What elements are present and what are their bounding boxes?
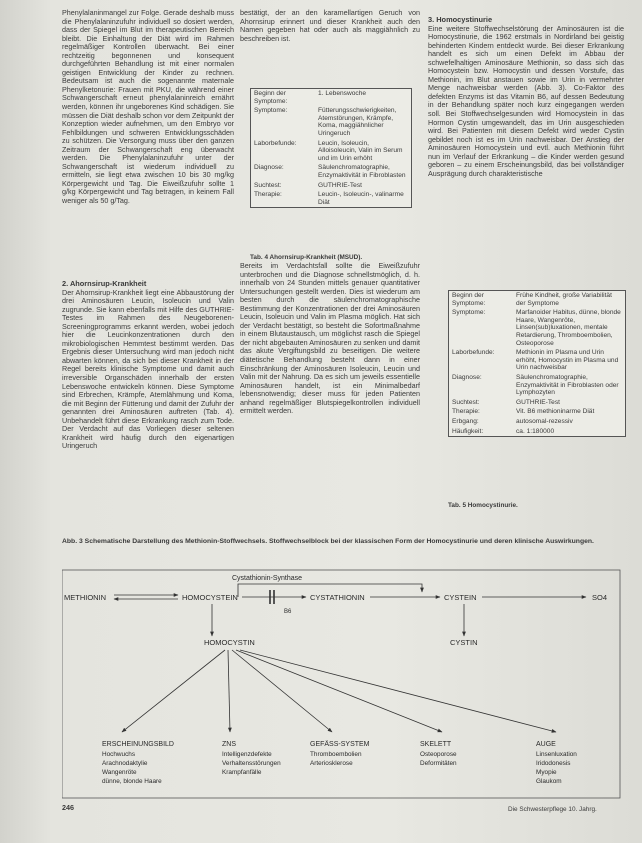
row-key: Symptome: (452, 309, 486, 317)
row-value: Säulenchromatographie, Enzymaktivität in Fibroblasten (318, 164, 406, 179)
row-key: Erbgang: (452, 417, 479, 425)
table-row (251, 190, 411, 207)
table-row (449, 407, 625, 417)
body-text: Der Ahornsirup-Krankheit liegt eine Abbaustörung der drei Aminosäuren Leucin, Isoleucin und Valin zugrunde. Sie kann ebenfalls mit Hilfe des GUTHRIE-Testes im Rahmen des Neugeborenen-Screeningprogramms erkannt werden, wobei jedoch hier die Leucinkonzentrationen durch den mikrobiologischen Hemmtest bestimmt werden. Das Ergebnis dieser Untersuchung wird man jedoch nicht abwarten können, da sich bei dieser Krankheit in der Regel bereits klinische Symptome und damit auch irreversible Organschäden innerhalb der ersten Lebenswoche entwickeln können. Diese Symptome sind Erbrechen, Krämpfe, Atemlähmung und Koma, die mit Beginn der Fütterung und damit der Zufuhr der genannten drei Aminosäuren auftreten (Tab. 4). Unbehandelt führt diese Erkrankung rasch zum Tode. Der Verdacht auf das Vorliegen dieser seltenen Krankheit wird häufig durch den eigenartigen Uringeruch (62, 287, 234, 451)
table-row (251, 139, 411, 164)
target-item: Deformitäten (420, 760, 457, 767)
table-5 (448, 290, 626, 437)
target-item: Myopie (536, 769, 557, 776)
row-key: Laborbefunde: (254, 139, 297, 147)
table-row (449, 427, 625, 437)
node-cystathionin: CYSTATHIONIN (310, 593, 365, 602)
row-value: Marfanoider Habitus, dünne, blonde Haare, Wangenröte, Linsen(sub)luxationen, mentale Retardierung, Thromboembolien, Osteoporose (516, 309, 621, 347)
table-4-grid (251, 89, 411, 207)
body-text: Bereits im Verdachtsfall sollte die Eiweißzufuhr unterbrochen und die Diagnose schnellstmöglich, d. h. innerhalb von 24 Stunden mittels genauer quantitativer Untersuchungen gestellt werden. Dies ist wiederum am besten durch die säulenchromatographische Bestimmung der Konzentrationen der drei Aminosäuren Leucin, Isoleucin und Valin im Plasma möglich. Hat sich der Verdacht bestätigt, so besteht die Sofortmaßnahme in einem Blutaustausch, um möglichst rasch die Spiegel der nicht abgebauten Aminosäuren zu senken und damit das akute Vergiftungsbild zu beseitigen. Die weitere diätetische Behandlung besteht dann in einer Einschränkung der Aminosäuren Isoleucin, Leucin und Valin mit der Nahrung. Da es sich um jeweils essentielle Aminosäuren handelt, ist ein Minimalbedarf lebensnotwendig; dieser muss für jeden Patienten anhand regelmäßiger Blutspiegelkontrollen individuell ermittelt werden. (240, 261, 420, 416)
row-value: Fütterungsschwierigkeiten, Atemstörungen, Krämpfe, Koma, maggiähnlicher Uringeruch (318, 107, 397, 137)
table-row (449, 291, 625, 308)
target-item: Osteoporose (420, 751, 457, 758)
table-row (449, 308, 625, 348)
row-value: Säulenchromatographie, Enzymaktivität in Fibroblasten oder Lymphozyten (516, 373, 619, 397)
table-row (251, 89, 411, 106)
column-2-bottom (240, 262, 420, 416)
table-row (449, 373, 625, 398)
body-text: Phenylalaninmangel zur Folge. Gerade deshalb muss die Phenylalaninzufuhr individuell so dosiert werden, dass der Spiegel im Blut im therapeutischen Bereich bleibt. Die Einhaltung der Diät wird im Rahmen regelmäßiger Kontrollen überwacht. Bei einer rechtzeitig begonnenen und konsequent durchgeführten Behandlung ist mit einer normalen geistigen Entwicklung der Kinder zu rechnen. Bedeutsam ist auch die sogenannte maternale Phenylketonurie: Frauen mit PKU, die während einer Schwangerschaft erneut phenylalaninreich ernährt werden, können ihr ungeborenes Kind schädigen. Sie müssen die Diät deshalb schon vor dem Zeitpunkt der Konzeption wieder aufnehmen, um den Embryo vor Fehlbildungen und schweren Entwicklungsschäden zu schützen. Die Versorgung muss über den ganzen Zeitraum der Schwangerschaft eng überwacht werden. Die Phenylalaninzufuhr unter der Schwangerschaft ist wiederum individuell zu ermitteln, sie liegt etwa zwischen 10 bis 30 mg/kg Körpergewicht und Tag. Die Eiweißzufuhr sollte 1 g/kg Körpergewicht und Tag betragen, in keinem Fall weniger als 50 g/Tag. (62, 8, 234, 206)
column-3 (428, 16, 624, 178)
row-value: Leucin, Isoleucin, Alloisoleucin, Valin im Serum und im Urin erhöht (318, 139, 403, 162)
table-row (449, 398, 625, 408)
target-item: Wangenröte (102, 769, 137, 776)
row-key: Symptome: (254, 107, 288, 115)
target-item: Thromboembolien (310, 751, 362, 758)
row-value: Leucin-, Isoleucin-, valinarme Diät (318, 191, 404, 206)
row-key: Diagnose: (254, 164, 284, 172)
target-item: Linsenluxation (536, 751, 577, 758)
target-item: Glaukom (536, 778, 562, 785)
section-heading: 2. Ahornsirup-Krankheit (62, 279, 147, 288)
row-value: 1. Lebenswoche (318, 90, 367, 97)
arrows (114, 584, 586, 732)
row-key: Häufigkeit: (452, 427, 484, 435)
row-value: Methionin im Plasma und Urin erhöht, Homocystin im Plasma und Urin nachweisbar (516, 349, 619, 372)
table-4-caption: Tab. 4 Ahornsirup-Krankheit (MSUD). (250, 254, 363, 261)
cofactor-b6: B6 (284, 609, 292, 615)
row-key: Suchtest: (254, 181, 282, 189)
table-row (251, 181, 411, 191)
table-5-grid (449, 291, 625, 436)
column-1-section (62, 280, 234, 451)
target-item: Arteriosklerose (310, 760, 353, 767)
node-so4: SO4 (592, 593, 608, 602)
row-value: Frühe Kindheit, große Variabilität der Symptome (516, 292, 612, 307)
column-1-top (62, 9, 234, 206)
body-text: Eine weitere Stoffwechselstörung der Aminosäuren ist die Homocystinurie, die 1962 erstmals in Nordirland bei geistig behinderten Kindern entdeckt wurde. Bei dieser Erkrankung handelt es sich um einen Defekt im Abbau der schwefelhaltigen Aminosäure Methionin, so dass sich das Homocystein bzw. Homocystin und dessen Vorstufe, das Methionin, im Blut anstauen sowie im Urin in vermehrter Menge nachweisbar werden (Abb. 3). Co-Faktor des defekten Enzyms ist das Vitamin B6, auf dessen Bedeutung in der Behandlung später noch kurz eingegangen werden soll. Bei Stoffwechselgesunden wird Homocystein in das Hormon Cystin umgewandelt, das im Urin ausgeschieden wird. Bei Patienten mit diesem Defekt wird weder Cystin gebildet noch ist es im Urin nachweisbar. Der Anstieg der Aminosäuren Homocystein und evtl. auch Methionin führt nun im Verlauf der Erkrankung – die Kinder werden gesund geboren – zu einem Erscheinungsbild, das bei vollständiger Ausprägung durch charakteristische (428, 23, 624, 178)
target-title: ERSCHEINUNGSBILD (102, 741, 174, 748)
target-item: Krampfanfälle (222, 769, 262, 776)
target-item: Arachnodaktylie (102, 760, 148, 767)
node-methionin: METHIONIN (64, 593, 107, 602)
node-cystein: CYSTEIN (444, 593, 477, 602)
node-homocystein: HOMOCYSTEIN (182, 593, 238, 602)
row-key: Diagnose: (452, 373, 482, 381)
journal-name: Die Schwesterpflege 10. Jahrg. (508, 806, 597, 813)
row-key: Laborbefunde: (452, 349, 495, 357)
target-item: dünne, blonde Haare (102, 778, 162, 785)
column-2-top (240, 9, 420, 43)
target-title: AUGE (536, 741, 556, 748)
figure-caption: Abb. 3 Schematische Darstellung des Methionin-Stoffwechsels. Stoffwechselblock bei der klassischen Form der Homocystinurie und deren klinische Auswirkungen. (62, 538, 594, 545)
row-value: ca. 1:180000 (516, 427, 555, 435)
row-key: Therapie: (452, 408, 480, 416)
target-item: Hochwuchs (102, 751, 136, 758)
table-row (251, 106, 411, 138)
row-key: Therapie: (254, 191, 282, 199)
table-row (449, 348, 625, 373)
table-4 (250, 88, 412, 208)
target-title: SKELETT (420, 741, 452, 748)
target-title: GEFÄSS-SYSTEM (310, 741, 370, 748)
node-homocystin: HOMOCYSTIN (204, 638, 255, 647)
row-key: Beginn der Symptome: (254, 90, 288, 105)
target-item: Iridodonesis (536, 760, 571, 767)
row-value: Vit. B6 methioninarme Diät (516, 408, 595, 416)
target-item: Intelligenzdefekte (222, 751, 272, 758)
row-value: GUTHRIE-Test (516, 398, 560, 406)
body-text: bestätigt, der an den karamellartigen Geruch von Ahornsirup erinnert und dieser Krankheit auch den Namen gegeben hat oder auch als maggiähnlich zu beschreiben ist. (240, 8, 420, 43)
row-key: Suchtest: (452, 398, 480, 406)
target-item: Verhaltensstörungen (222, 760, 281, 767)
section-heading: 3. Homocystinurie (428, 15, 493, 24)
table-row (251, 163, 411, 180)
table-row (449, 417, 625, 427)
table-5-caption: Tab. 5 Homocystinurie. (448, 502, 518, 509)
synthase-label: Cystathionin-Synthase (232, 575, 303, 582)
row-key: Beginn der Symptome: (452, 292, 486, 307)
target-groups (102, 740, 577, 785)
row-value: autosomal-rezessiv (516, 417, 573, 425)
target-title: ZNS (222, 741, 236, 748)
row-value: GUTHRIE-Test (318, 181, 362, 189)
page-number: 246 (62, 803, 74, 812)
node-cystin: CYSTIN (450, 638, 478, 647)
methionine-diagram (62, 566, 622, 801)
